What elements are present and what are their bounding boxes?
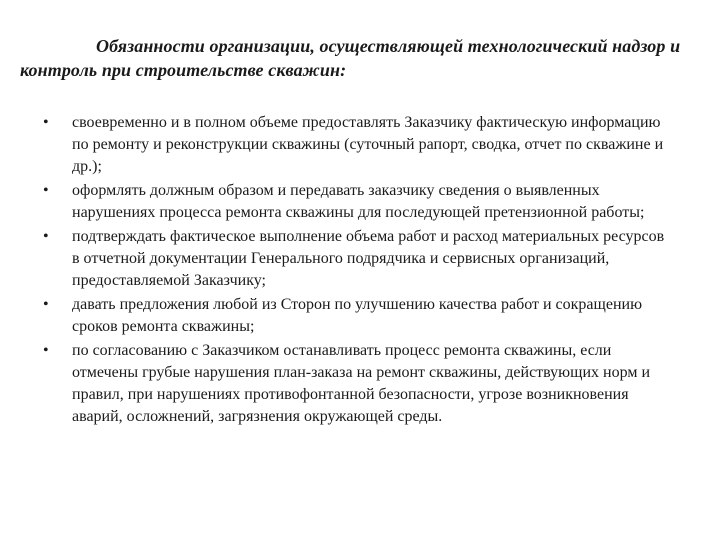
list-item <box>0 340 672 428</box>
list-item-text: своевременно и в полном объеме предоставлять Заказчику фактическую информацию по ремонту и реконструкции скважины (суточный рапорт, сводка, отчет по скважине и др.); <box>72 114 664 175</box>
list-item-text: оформлять должным образом и передавать заказчику сведения о выявленных нарушениях процесса ремонта скважины для последующей претензионной работы; <box>72 182 645 221</box>
bullet-icon: • <box>43 342 49 359</box>
bullet-icon: • <box>43 296 49 313</box>
bullet-icon: • <box>43 114 49 131</box>
bullet-icon: • <box>43 182 49 199</box>
list-item <box>0 180 672 224</box>
bullet-icon: • <box>43 228 49 245</box>
list-item <box>0 226 672 292</box>
list-item-text: по согласованию с Заказчиком останавливать процесс ремонта скважины, если отмечены грубые нарушения план-заказа на ремонт скважины, действующих норм и правил, при нарушениях противофонтанной безопасности, угрозе возникновения аварий, осложнений, загрязнения окружающей среды. <box>72 342 651 425</box>
list-item <box>0 294 672 338</box>
duties-list <box>0 112 720 430</box>
page-title: Обязанности организации, осуществляющей технологический надзор и контроль при строительстве скважин: <box>20 36 681 80</box>
list-item <box>0 112 672 178</box>
list-item-text: давать предложения любой из Сторон по улучшению качества работ и сокращению сроков ремонта скважины; <box>72 296 643 335</box>
list-item-text: подтверждать фактическое выполнение объема работ и расход материальных ресурсов в отчетной документации Генерального подрядчика и сервисных организаций, предоставляемой Заказчику; <box>72 228 665 289</box>
